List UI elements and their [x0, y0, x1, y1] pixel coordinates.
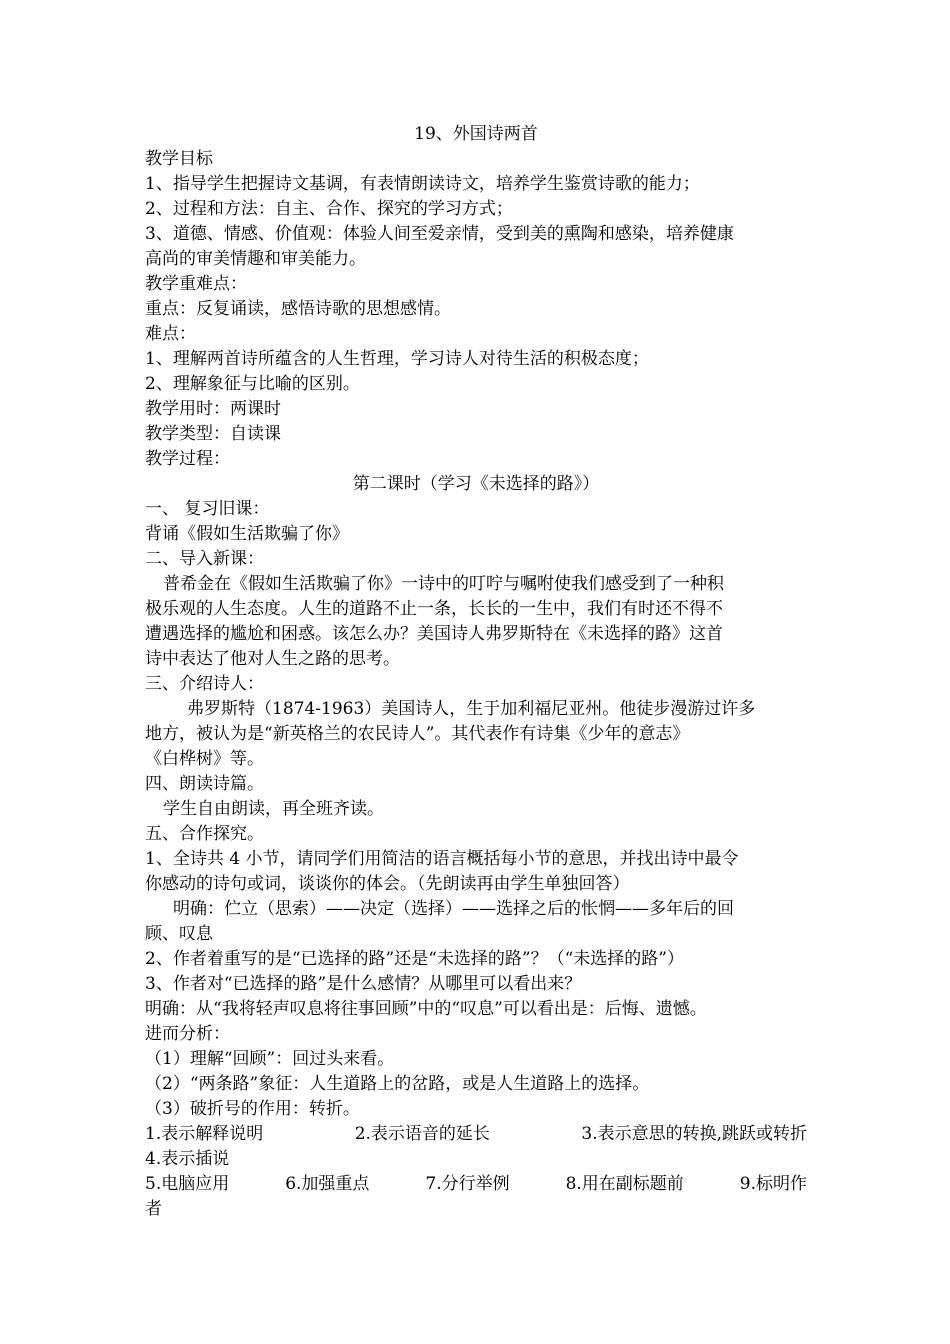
text-line: 2、作者着重写的是“已选择的路”还是“未选择的路”？（“未选择的路”）	[145, 949, 684, 969]
text-line: 《白桦树》等。	[145, 749, 264, 769]
text-line: 1、理解两首诗所蕴含的人生哲理，学习诗人对待生活的积极态度；	[145, 349, 649, 369]
list-item: 者	[145, 1199, 162, 1219]
text-line: 教学重难点：	[145, 274, 247, 294]
text-line: 弗罗斯特（1874-1963）美国诗人，生于加利福尼亚州。他徒步漫游过许多	[187, 699, 756, 719]
text-line: 教学过程：	[145, 449, 230, 469]
text-line: 二、导入新课：	[145, 549, 264, 569]
text-line: 你感动的诗句或词，谈谈你的体会。（先朗读再由学生单独回答）	[145, 874, 630, 894]
text-line: 明确：伫立（思索）——决定（选择）——选择之后的怅惘——多年后的回	[173, 899, 734, 919]
list-item: 4.表示插说	[145, 1149, 230, 1169]
document-title: 19、外国诗两首	[414, 124, 538, 144]
text-line: 三、介绍诗人：	[145, 674, 264, 694]
text-line: 进而分析：	[145, 1024, 230, 1044]
text-line: 普希金在《假如生活欺骗了你》一诗中的叮咛与嘱咐使我们感受到了一种积	[163, 574, 724, 594]
text-line: 学生自由朗读，再全班齐读。	[163, 799, 384, 819]
list-item: 7.分行举例	[425, 1174, 510, 1194]
text-line: 诗中表达了他对人生之路的思考。	[145, 649, 400, 669]
text-line: 1、指导学生把握诗文基调，有表情朗读诗文，培养学生鉴赏诗歌的能力；	[145, 174, 700, 194]
text-line: 高尚的审美情趣和审美能力。	[145, 249, 366, 269]
text-line: （3）破折号的作用：转折。	[145, 1099, 360, 1119]
list-item: 8.用在副标题前	[565, 1174, 684, 1194]
text-line: 明确：从“我将轻声叹息将往事回顾”中的“叹息”可以看出是：后悔、遗憾。	[145, 999, 707, 1019]
list-item: 6.加强重点	[285, 1174, 370, 1194]
text-line: 背诵《假如生活欺骗了你》	[145, 524, 349, 544]
document-page	[145, 122, 807, 1222]
text-line: 2、过程和方法：自主、合作、探究的学习方式；	[145, 199, 513, 219]
text-line: 教学目标	[145, 149, 213, 169]
text-line: 五、合作探究。	[145, 824, 264, 844]
text-line: 2、理解象征与比喻的区别。	[145, 374, 360, 394]
text-line: 教学用时：两课时	[145, 399, 281, 419]
list-item: 1.表示解释说明	[145, 1124, 264, 1144]
text-line: 极乐观的人生态度。人生的道路不止一条，长长的一生中，我们有时还不得不	[145, 599, 723, 619]
text-line: 四、朗读诗篇。	[145, 774, 264, 794]
list-item: 9.标明作	[739, 1174, 807, 1194]
dash-uses-row	[145, 1172, 807, 1197]
text-line: （1）理解“回顾”：回过头来看。	[145, 1049, 395, 1069]
text-line: （2）“两条路”象征：人生道路上的岔路，或是人生道路上的选择。	[145, 1074, 650, 1094]
text-line: 一、 复习旧课：	[145, 499, 270, 519]
list-item: 5.电脑应用	[145, 1174, 230, 1194]
section-subtitle: 第二课时（学习《未选择的路》）	[352, 474, 600, 494]
dash-uses-row	[145, 1122, 807, 1147]
text-line: 遭遇选择的尴尬和困惑。该怎么办？美国诗人弗罗斯特在《未选择的路》这首	[145, 624, 723, 644]
text-line: 1、全诗共 4 小节，请同学们用简洁的语言概括每小节的意思，并找出诗中最令	[145, 849, 739, 869]
text-line: 顾、叹息	[145, 924, 213, 944]
list-item: 2.表示语音的延长	[354, 1124, 490, 1144]
text-line: 教学类型：自读课	[145, 424, 281, 444]
text-line: 重点：反复诵读，感悟诗歌的思想感情。	[145, 299, 451, 319]
text-line: 3、作者对“已选择的路”是什么感情？从哪里可以看出来？	[145, 974, 582, 994]
text-line: 地方，被认为是“新英格兰的农民诗人”。其代表作有诗集《少年的意志》	[145, 724, 690, 744]
text-line: 3、道德、情感、价值观：体验人间至爱亲情，受到美的熏陶和感染，培养健康	[145, 224, 734, 244]
list-item: 3.表示意思的转换,跳跃或转折	[581, 1124, 807, 1144]
text-line: 难点：	[145, 324, 196, 344]
